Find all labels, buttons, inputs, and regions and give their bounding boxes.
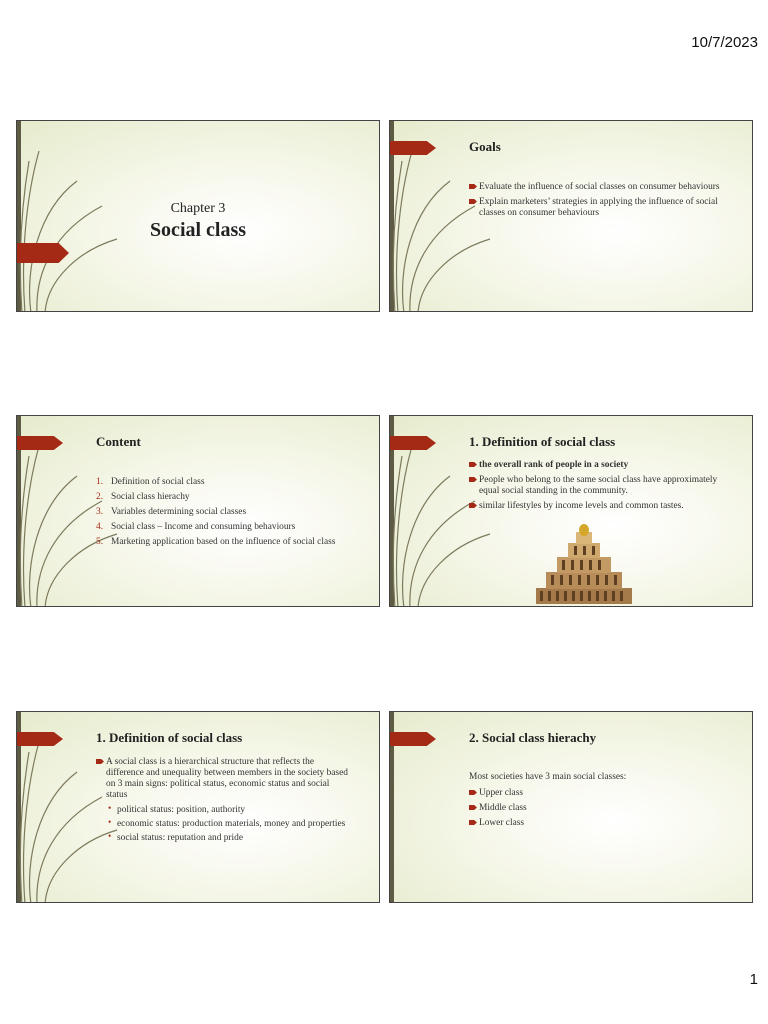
content-list (96, 477, 351, 552)
bullet-item: People who belong to the same social class have approximately equal social standing in the community. (469, 475, 739, 497)
slide-thumbnail-1[interactable] (16, 120, 380, 312)
slide-title: Goals (469, 139, 501, 154)
slide-title: 1. Definition of social class (96, 730, 243, 745)
content-item: 5. Marketing application based on the influence of social class (96, 537, 336, 547)
red-arrow-marker (390, 436, 436, 450)
content-item: 1. Definition of social class (96, 477, 205, 487)
slide-intro-text: Most societies have 3 main social classes: (469, 772, 627, 782)
sub-bullet-item: • economic status: production materials, money and properties (106, 819, 348, 830)
red-arrow-marker (390, 141, 436, 155)
red-arrow-marker (17, 732, 63, 746)
bullet-list (96, 757, 348, 848)
content-item: 4. Social class – Income and consuming behaviours (96, 522, 296, 532)
red-arrow-marker (17, 243, 69, 263)
slide-title: 2. Social class hierachy (469, 730, 597, 745)
red-arrow-marker (390, 732, 436, 746)
bullet-item: the overall rank of people in a society (469, 460, 739, 471)
slide-thumbnail-6[interactable] (389, 711, 753, 903)
content-item: 3. Variables determining social classes (96, 507, 247, 517)
sub-bullet-item: • social status: reputation and pride (106, 833, 348, 844)
bullet-text: A social class is a hierarchical structure that reflects the difference and unequality between members in the society based on 3 main signs: political status, economic status and social status (106, 757, 348, 800)
bullet-item: Middle class (469, 803, 669, 814)
page-number: 1 (749, 971, 758, 988)
slide-thumbnail-3[interactable] (16, 415, 380, 607)
content-item: 2. Social class hierachy (96, 492, 190, 502)
slide-title: Content (96, 434, 141, 449)
bullet-item: similar lifestyles by income levels and common tastes. (469, 501, 739, 512)
bullet-item: Upper class (469, 788, 669, 799)
social-pyramid-image (536, 524, 632, 606)
slide-title: 1. Definition of social class (469, 434, 616, 449)
bullet-list (469, 182, 739, 223)
slide-thumbnail-5[interactable] (16, 711, 380, 903)
red-arrow-marker (17, 436, 63, 450)
bullet-list (469, 788, 669, 833)
bullet-item: Lower class (469, 818, 669, 829)
slide-thumbnail-4[interactable] (389, 415, 753, 607)
bullet-item (96, 757, 348, 844)
slide-thumbnail-2[interactable] (389, 120, 753, 312)
bullet-item: Explain marketers’ strategies in applying the influence of social classes on consumer behaviours (469, 197, 739, 219)
slide-title: Social class (149, 219, 247, 241)
sub-bullet-item: • political status: position, authority (106, 805, 348, 816)
header-date: 10/7/2023 (691, 34, 758, 51)
bullet-list (469, 460, 739, 516)
chapter-label: Chapter 3 (170, 201, 226, 216)
bullet-item: Evaluate the influence of social classes on consumer behaviours (469, 182, 739, 193)
sub-bullet-list (106, 805, 348, 844)
